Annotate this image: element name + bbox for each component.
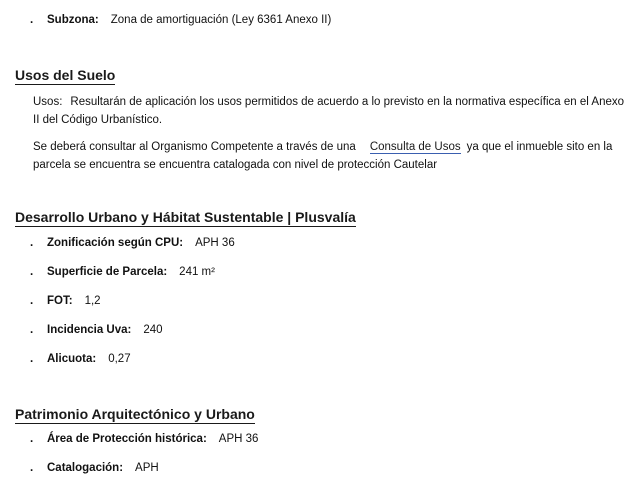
patrimonio-heading: Patrimonio Arquitectónico y Urbano (15, 406, 255, 422)
bullet: . (30, 237, 34, 249)
list-item (30, 324, 163, 336)
bullet: . (30, 353, 34, 365)
list-item (30, 295, 101, 307)
bullet: . (30, 324, 34, 336)
bullet: . (30, 266, 34, 278)
usos-lead: Usos: (33, 96, 63, 108)
usos-heading: Usos del Suelo (15, 67, 116, 83)
item-label: Alicuota: (47, 353, 97, 365)
list-item (30, 462, 159, 474)
usos-paragraph (33, 93, 633, 129)
item-label: Zonificación según CPU: (47, 237, 184, 249)
item-label: Área de Protección histórica: (47, 433, 207, 445)
item-value: 241 m² (179, 266, 215, 278)
item-label: FOT: (47, 295, 73, 307)
subzona-value: Zona de amortiguación (Ley 6361 Anexo II) (110, 14, 332, 26)
usos-text: Resultarán de aplicación los usos permitidos de acuerdo a lo previsto en la normativa específica en el Anexo II del Código Urbanístico. (33, 96, 625, 126)
subzona-label: Subzona: (47, 14, 99, 26)
item-value: APH 36 (195, 237, 235, 249)
consulta-text-after: ya que el inmueble sito en la parcela se encuentra se encuentra catalogada con nivel de protección Cautelar (33, 141, 613, 171)
item-value: 0,27 (108, 353, 131, 365)
list-item (30, 433, 258, 445)
subzona-row (30, 14, 331, 26)
item-value: 1,2 (84, 295, 101, 307)
item-value: APH 36 (218, 433, 259, 445)
desarrollo-heading: Desarrollo Urbano y Hábitat Sustentable | Plusvalía (15, 209, 356, 225)
list-item (30, 353, 131, 365)
bullet: . (30, 14, 34, 26)
item-value: APH (135, 462, 159, 474)
list-item (30, 266, 215, 278)
item-value: 240 (143, 324, 163, 336)
consulta-paragraph (33, 138, 633, 174)
bullet: . (30, 295, 34, 307)
consulta-text-before: Se deberá consultar al Organismo Competente a través de una (33, 141, 356, 153)
bullet: . (30, 433, 34, 445)
list-item (30, 237, 235, 249)
bullet: . (30, 462, 34, 474)
item-label: Catalogación: (47, 462, 124, 474)
item-label: Superficie de Parcela: (47, 266, 168, 278)
consulta-de-usos-link[interactable]: Consulta de Usos (369, 141, 461, 153)
item-label: Incidencia Uva: (47, 324, 132, 336)
